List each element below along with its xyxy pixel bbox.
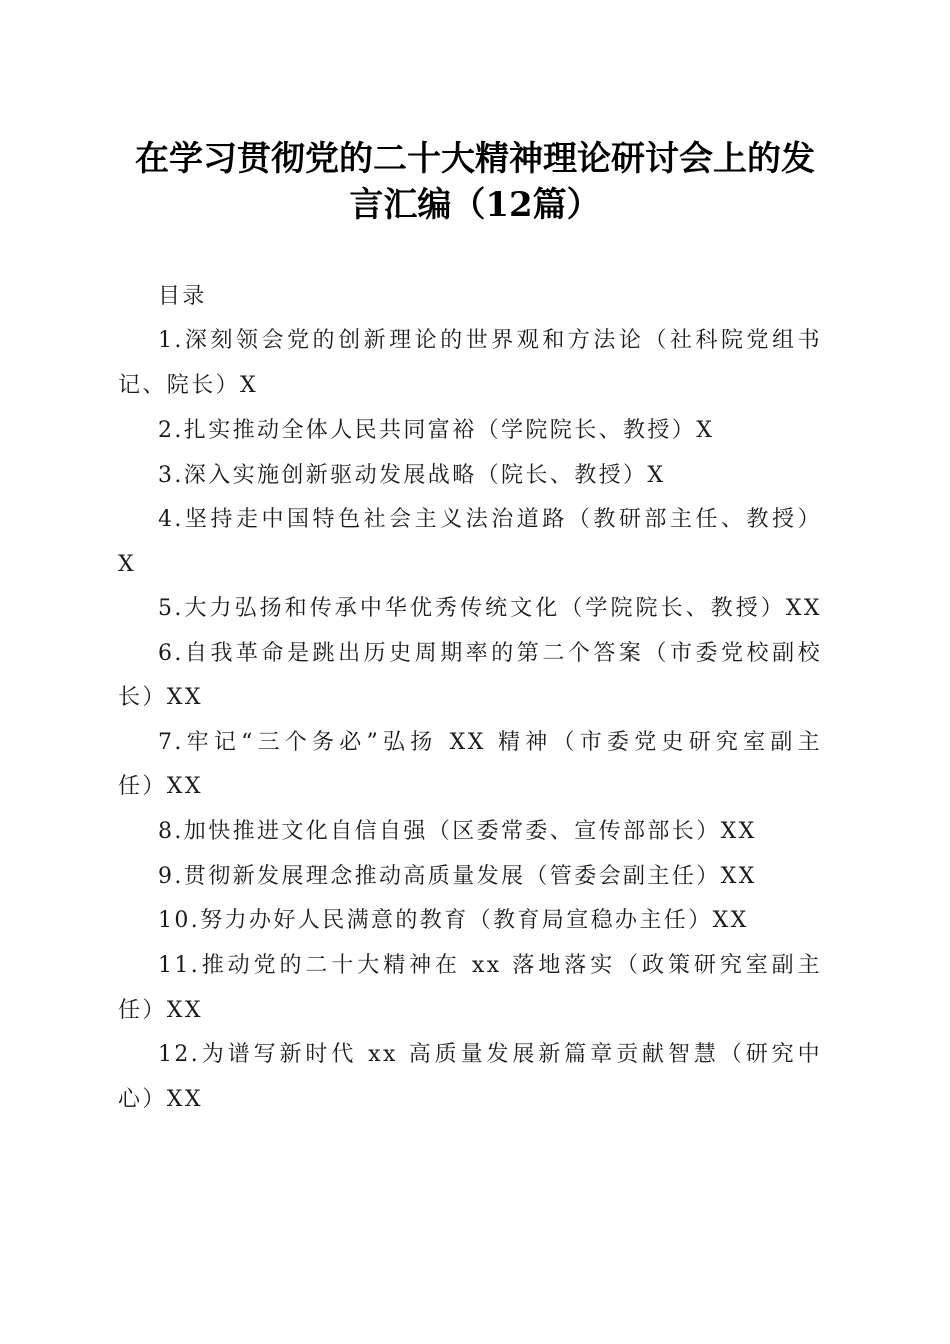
toc-item-12-line-2: 心）XX bbox=[118, 1087, 203, 1112]
toc-item-4-line-1: 4.坚持走中国特色社会主义法治道路（教研部主任、教授） bbox=[158, 507, 822, 532]
toc-item-12-line-1: 12.为谱写新时代 xx 高质量发展新篇章贡献智慧（研究中 bbox=[158, 1042, 822, 1067]
toc-item-2: 2.扎实推动全体人民共同富裕（学院院长、教授）X bbox=[158, 418, 715, 443]
toc-item-1-line-1: 1.深刻领会党的创新理论的世界观和方法论（社科院党组书 bbox=[158, 328, 822, 353]
toc-item-6-line-2: 长）XX bbox=[118, 685, 203, 710]
toc-item-10: 10.努力办好人民满意的教育（教育局宣稳办主任）XX bbox=[158, 908, 749, 933]
toc-item-5: 5.大力弘扬和传承中华优秀传统文化（学院院长、教授）XX bbox=[158, 596, 822, 621]
toc-item-7-line-1: 7.牢记“三个务必”弘扬 XX 精神（市委党史研究室副主 bbox=[158, 730, 822, 755]
document-title-line-1: 在学习贯彻党的二十大精神理论研讨会上的发 bbox=[135, 139, 815, 179]
toc-item-8: 8.加快推进文化自信自强（区委常委、宣传部部长）XX bbox=[158, 819, 757, 844]
document-title-line-2: 言汇编（12篇） bbox=[349, 185, 601, 225]
toc-item-9: 9.贯彻新发展理念推动高质量发展（管委会副主任）XX bbox=[158, 864, 757, 889]
toc-item-4-line-2: X bbox=[118, 552, 137, 577]
toc-item-1-line-2: 记、院长）X bbox=[118, 373, 259, 398]
toc-item-6-line-1: 6.自我革命是跳出历史周期率的第二个答案（市委党校副校 bbox=[158, 641, 822, 666]
toc-heading: 目录 bbox=[158, 284, 207, 309]
toc-item-7-line-2: 任）XX bbox=[118, 774, 203, 799]
toc-item-11-line-1: 11.推动党的二十大精神在 xx 落地落实（政策研究室副主 bbox=[158, 953, 822, 978]
toc-item-11-line-2: 任）XX bbox=[118, 998, 203, 1023]
toc-item-3: 3.深入实施创新驱动发展战略（院长、教授）X bbox=[158, 463, 666, 488]
